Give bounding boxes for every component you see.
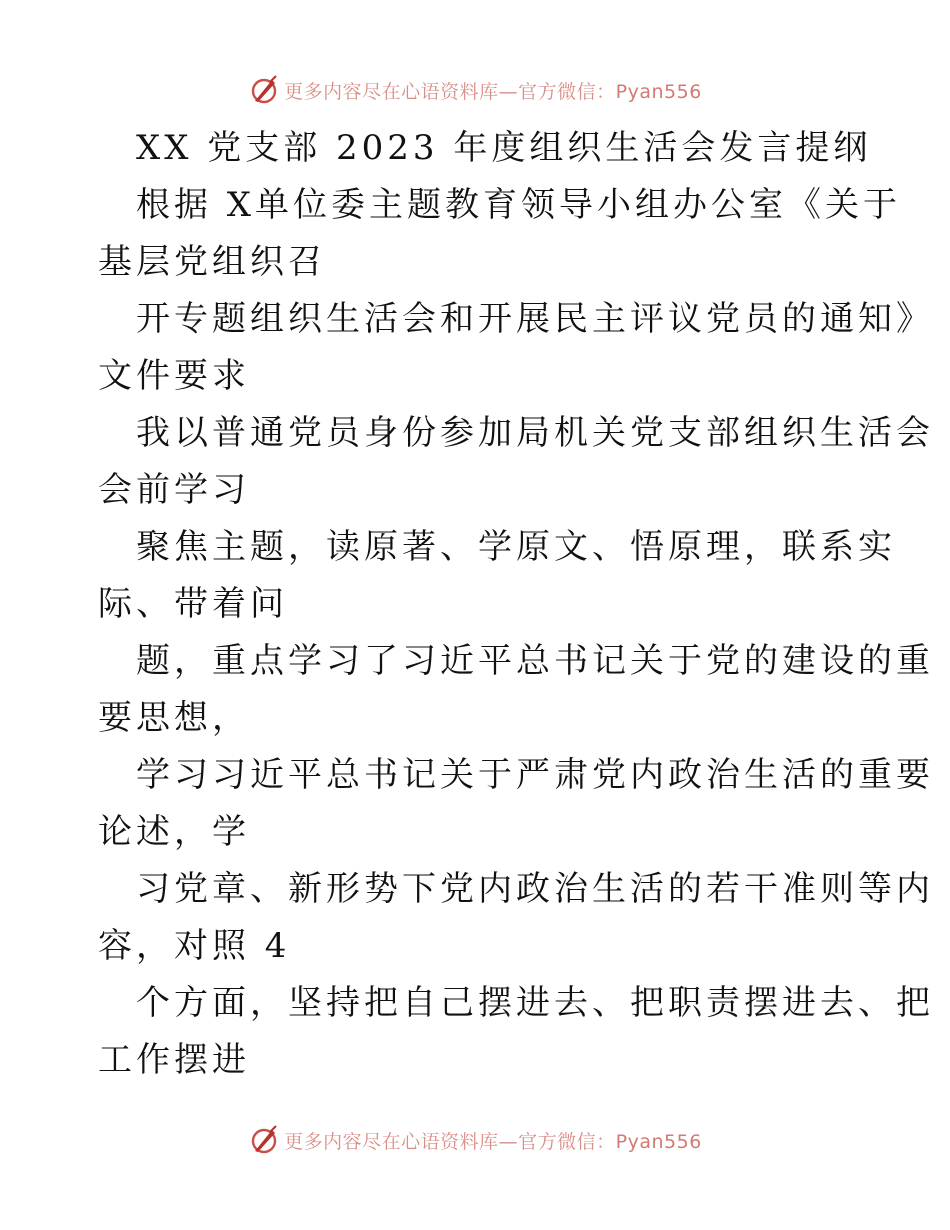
watermark-text: 更多内容尽在心语资料库—官方微信：Pyan556	[284, 80, 702, 103]
document-line: 要思想，	[98, 698, 250, 738]
watermark-id: Pyan556	[615, 80, 702, 103]
document-line: 工作摆进	[98, 1040, 250, 1080]
document-line: 题，重点学习了习近平总书记关于党的建设的重	[136, 641, 934, 681]
document-line: 根据 X单位委主题教育领导小组办公室《关于	[136, 185, 902, 225]
document-line: 学习习近平总书记关于严肃党内政治生活的重要	[136, 755, 934, 795]
document-line: 容，对照 4	[98, 926, 291, 966]
document-line: 会前学习	[98, 470, 250, 510]
footer-watermark	[0, 1120, 950, 1160]
document-line: 论述，学	[98, 812, 250, 852]
document-line: XX 党支部 2023 年度组织生活会发言提纲	[136, 128, 872, 168]
document-line: 开专题组织生活会和开展民主评议党员的通知》	[136, 299, 934, 339]
document-line: 个方面，坚持把自己摆进去、把职责摆进去、把	[136, 983, 934, 1023]
document-line: 文件要求	[98, 356, 250, 396]
document-line: 际、带着问	[98, 584, 288, 624]
quill-in-circle-icon	[248, 74, 280, 106]
document-body	[98, 120, 934, 1089]
document-line: 习党章、新形势下党内政治生活的若干准则等内	[136, 869, 934, 909]
document-line: 我以普通党员身份参加局机关党支部组织生活会	[136, 413, 934, 453]
quill-in-circle-icon	[248, 1124, 280, 1156]
watermark-id: Pyan556	[615, 1130, 702, 1153]
document-line: 基层党组织召	[98, 242, 326, 282]
document-line: 聚焦主题，读原著、学原文、悟原理，联系实	[136, 527, 896, 567]
header-watermark	[0, 70, 950, 110]
watermark-text: 更多内容尽在心语资料库—官方微信：Pyan556	[284, 1130, 702, 1153]
